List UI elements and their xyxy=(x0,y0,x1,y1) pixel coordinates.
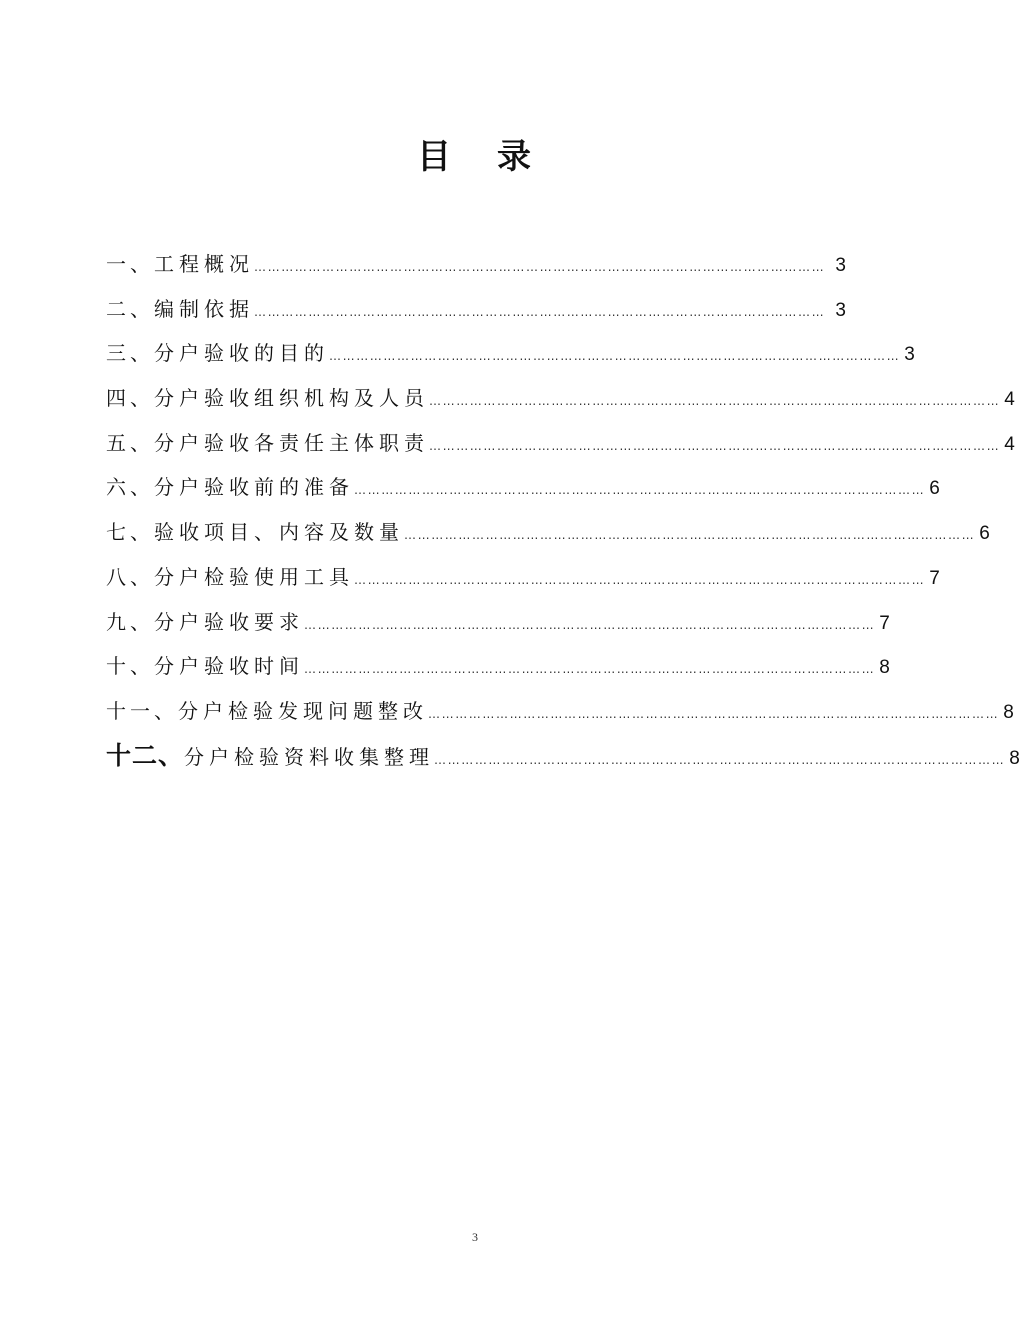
toc-leader: ……………………………………………………………………………………………………………… xyxy=(329,349,901,364)
toc-leader: ……………………………………………………………………………………………………………… xyxy=(304,662,876,677)
toc-number: 四、 xyxy=(106,386,154,411)
toc-number: 二、 xyxy=(106,296,154,321)
toc-number: 十二、 xyxy=(106,740,185,770)
page-title xyxy=(0,132,950,182)
toc-number: 八、 xyxy=(106,564,154,589)
toc-number: 三、 xyxy=(106,341,154,366)
toc-number: 九、 xyxy=(106,609,154,634)
toc-number: 五、 xyxy=(106,430,154,455)
toc-title: 分户验收各责任主体职责 xyxy=(154,430,429,455)
toc-page-number: 6 xyxy=(979,523,990,545)
toc-entry[interactable] xyxy=(106,465,940,510)
toc-number: 七、 xyxy=(106,520,154,545)
toc-entry[interactable] xyxy=(106,600,890,645)
toc-entry[interactable] xyxy=(106,644,890,689)
toc-page-number: 6 xyxy=(929,478,940,500)
toc-leader: ……………………………………………………………………………………………………………… xyxy=(428,706,1000,721)
toc-page-number: 8 xyxy=(1003,701,1014,723)
toc-title: 分户检验使用工具 xyxy=(154,564,354,589)
toc-entry[interactable] xyxy=(106,555,940,600)
toc-page-number: 3 xyxy=(904,344,915,366)
page-number: 3 xyxy=(472,1230,478,1244)
toc-leader: ……………………………………………………………………………………………………………… xyxy=(254,260,826,274)
toc-entry[interactable] xyxy=(106,331,915,376)
toc-leader: ……………………………………………………………………………………………………………… xyxy=(429,438,1001,453)
toc-leader: ……………………………………………………………………………………………………………… xyxy=(434,752,1006,767)
toc-leader: ……………………………………………………………………………………………………………… xyxy=(429,394,1001,409)
toc-page-number: 4 xyxy=(1004,433,1015,455)
toc-leader: ……………………………………………………………………………………………………………… xyxy=(354,572,926,587)
toc-entry[interactable] xyxy=(106,287,846,332)
toc-leader: ……………………………………………………………………………………………………………… xyxy=(404,528,976,543)
toc-page-number: 7 xyxy=(929,567,940,589)
table-of-contents xyxy=(106,242,1020,778)
toc-number: 十一、 xyxy=(106,698,178,723)
toc-title: 分户验收前的准备 xyxy=(154,475,354,500)
toc-title: 分户验收组织机构及人员 xyxy=(154,386,429,411)
toc-leader: ……………………………………………………………………………………………………………… xyxy=(304,617,876,632)
toc-title: 编制依据 xyxy=(154,296,254,321)
toc-page-number: 4 xyxy=(1004,389,1015,411)
title-char-1: 目 xyxy=(417,137,453,177)
toc-leader: ……………………………………………………………………………………………………………… xyxy=(354,483,926,498)
toc-title: 验收项目、内容及数量 xyxy=(154,520,404,545)
title-char-2: 录 xyxy=(497,137,533,177)
toc-number: 一、 xyxy=(106,252,154,276)
toc-title: 分户验收要求 xyxy=(154,609,304,634)
toc-leader: ……………………………………………………………………………………………………………… xyxy=(254,304,826,319)
toc-entry[interactable] xyxy=(106,689,1014,734)
toc-entry[interactable] xyxy=(106,376,1015,421)
toc-page-number: 8 xyxy=(1009,747,1020,769)
toc-entry[interactable] xyxy=(106,242,846,287)
toc-title: 工程概况 xyxy=(154,252,254,276)
toc-entry[interactable] xyxy=(106,421,1015,466)
toc-number: 六、 xyxy=(106,475,154,500)
toc-title: 分户检验发现问题整改 xyxy=(178,698,428,723)
toc-entry[interactable] xyxy=(106,510,990,555)
toc-page-number: 3 xyxy=(835,299,846,321)
toc-page-number: 3 xyxy=(835,255,846,276)
toc-title: 分户验收时间 xyxy=(154,654,304,679)
toc-title: 分户验收的目的 xyxy=(154,341,329,366)
toc-entry[interactable] xyxy=(106,734,1020,779)
toc-number: 十、 xyxy=(106,654,154,679)
toc-page-number: 7 xyxy=(879,612,890,634)
toc-title: 分户检验资料收集整理 xyxy=(184,744,435,769)
toc-page-number: 8 xyxy=(879,657,890,679)
